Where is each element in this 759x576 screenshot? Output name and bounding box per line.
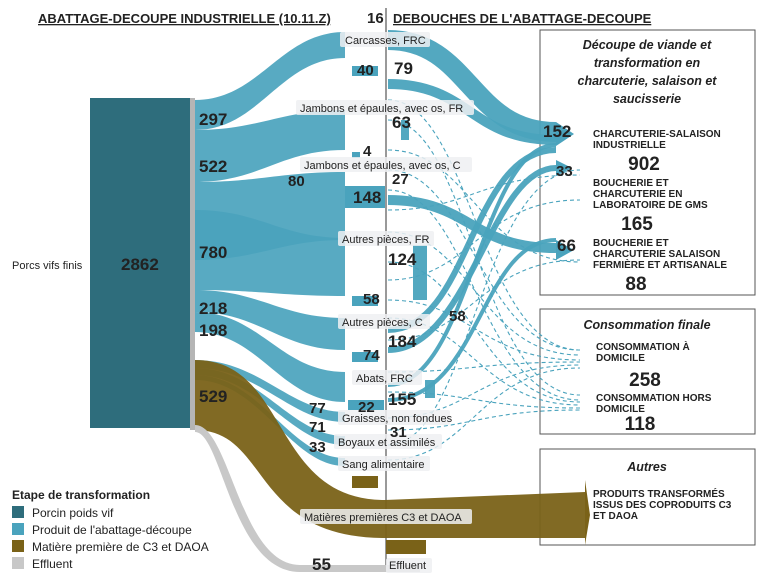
box1-title-line-1: transformation en — [593, 56, 701, 70]
source-output-2: 780 — [199, 243, 228, 262]
source-output-4: 198 — [199, 321, 228, 340]
source-label: Porcs vifs finis — [12, 260, 83, 272]
product-label-effluent: Effluent — [389, 560, 427, 572]
dest-dom-line-1: DOMICILE — [596, 353, 645, 364]
product-label-boyaux: Boyaux et assimilés — [338, 437, 436, 449]
source-output-5: 529 — [199, 387, 228, 406]
dest-c3-line-0: PRODUITS TRANSFORMÉS — [593, 489, 725, 500]
legend-swatch-2 — [12, 540, 24, 552]
product-label-c3: Matières premières C3 et DAOA — [304, 512, 462, 524]
dest-gms-line-2: LABORATOIRE DE GMS — [593, 200, 708, 211]
val-jfr-63: 63 — [392, 113, 411, 132]
inflow-152: 152 — [543, 122, 572, 141]
source-node-edge — [190, 98, 195, 430]
val-abats-155: 155 — [388, 390, 417, 409]
legend-swatch-1 — [12, 523, 24, 535]
val-afr-124: 124 — [388, 250, 417, 269]
inflow-66: 66 — [557, 236, 576, 255]
val-ac-184: 184 — [388, 332, 417, 351]
header-left: ABATTAGE-DECOUPE INDUSTRIELLE (10.11.Z) — [38, 11, 331, 26]
val-jc-148: 148 — [353, 188, 382, 207]
product-label-autres-c: Autres pièces, C — [342, 317, 423, 329]
dest-gms-line-1: CHARCUTERIE EN — [593, 189, 683, 200]
dest-cs-line-1: INDUSTRIELLE — [593, 140, 666, 151]
val-carc-79: 79 — [394, 59, 413, 78]
product-label-sang: Sang alimentaire — [342, 459, 425, 471]
val-jc-4: 4 — [363, 143, 372, 160]
c3-stub — [352, 476, 378, 488]
val-graisses-22: 22 — [358, 399, 375, 416]
product-label-abats: Abats, FRC — [356, 373, 413, 385]
val-boyaux-71: 71 — [309, 419, 326, 436]
dest-c3-line-1: ISSUS DES COPRODUITS C3 — [593, 500, 732, 511]
inflow-33: 33 — [556, 163, 573, 180]
dest-fa-line-1: CHARCUTERIE SALAISON — [593, 249, 721, 260]
dest-gms-value: 165 — [621, 214, 653, 235]
source-output-1: 522 — [199, 157, 228, 176]
val-effluent-55: 55 — [312, 555, 331, 574]
val-sang-33: 33 — [309, 439, 326, 456]
box3-title: Autres — [627, 460, 667, 474]
legend-swatch-0 — [12, 506, 24, 518]
dest-hors-value: 118 — [624, 414, 656, 435]
dest-fa-line-2: FERMIÈRE ET ARTISANALE — [593, 260, 728, 271]
val-carc-16: 16 — [367, 10, 384, 27]
legend — [12, 488, 209, 571]
dest-dom-line-0: CONSOMMATION À — [596, 342, 690, 353]
val-ac-74: 74 — [363, 347, 380, 364]
val-ac-58: 58 — [449, 308, 466, 325]
legend-item-3: Effluent — [32, 557, 73, 571]
val-carc-40: 40 — [357, 62, 374, 79]
box1-title-line-3: saucisserie — [612, 92, 682, 106]
val-jc-27: 27 — [392, 171, 409, 188]
legend-swatch-3 — [12, 557, 24, 569]
dest-dom-value: 258 — [629, 370, 661, 391]
box1-title-line-2: charcuterie, salaison et — [577, 74, 717, 88]
product-label-graisses: Graisses, non fondues — [342, 413, 453, 425]
dest-fa-value: 88 — [625, 274, 647, 295]
box2-title: Consommation finale — [583, 318, 711, 332]
legend-item-2: Matière première de C3 et DAOA — [32, 540, 209, 554]
dest-c3-line-2: ET DAOA — [593, 511, 638, 522]
product-label-jambons-fr: Jambons et épaules, avec os, FR — [300, 103, 464, 115]
source-output-0: 297 — [199, 110, 228, 129]
c3-stub-right — [386, 540, 426, 554]
legend-item-0: Porcin poids vif — [32, 506, 114, 520]
dest-cs-value: 902 — [628, 154, 660, 175]
val-afr-58: 58 — [363, 291, 380, 308]
source-output-3: 218 — [199, 299, 228, 318]
product-label-autres-fr: Autres pièces, FR — [342, 234, 430, 246]
dest-fa-line-0: BOUCHERIE ET — [593, 238, 669, 249]
legend-item-1: Produit de l'abattage-découpe — [32, 523, 192, 537]
header-right: DEBOUCHES DE L'ABATTAGE-DECOUPE — [393, 11, 652, 26]
dest-hors-line-0: CONSOMMATION HORS — [596, 393, 712, 404]
val-graisses-77: 77 — [309, 400, 326, 417]
box1-title-line-0: Découpe de viande et — [582, 38, 712, 52]
dest-gms-line-0: BOUCHERIE ET — [593, 178, 669, 189]
dest-hors-line-1: DOMICILE — [596, 404, 645, 415]
product-label-jambons-c: Jambons et épaules, avec os, C — [304, 160, 461, 172]
val-boyaux-31: 31 — [390, 424, 407, 441]
source-value: 2862 — [121, 255, 159, 274]
dest-cs-line-0: CHARCUTERIE-SALAISON — [593, 129, 721, 140]
val-jc-80: 80 — [288, 173, 305, 190]
product-label-carcasses: Carcasses, FRC — [345, 35, 426, 47]
legend-title: Etape de transformation — [12, 488, 151, 502]
